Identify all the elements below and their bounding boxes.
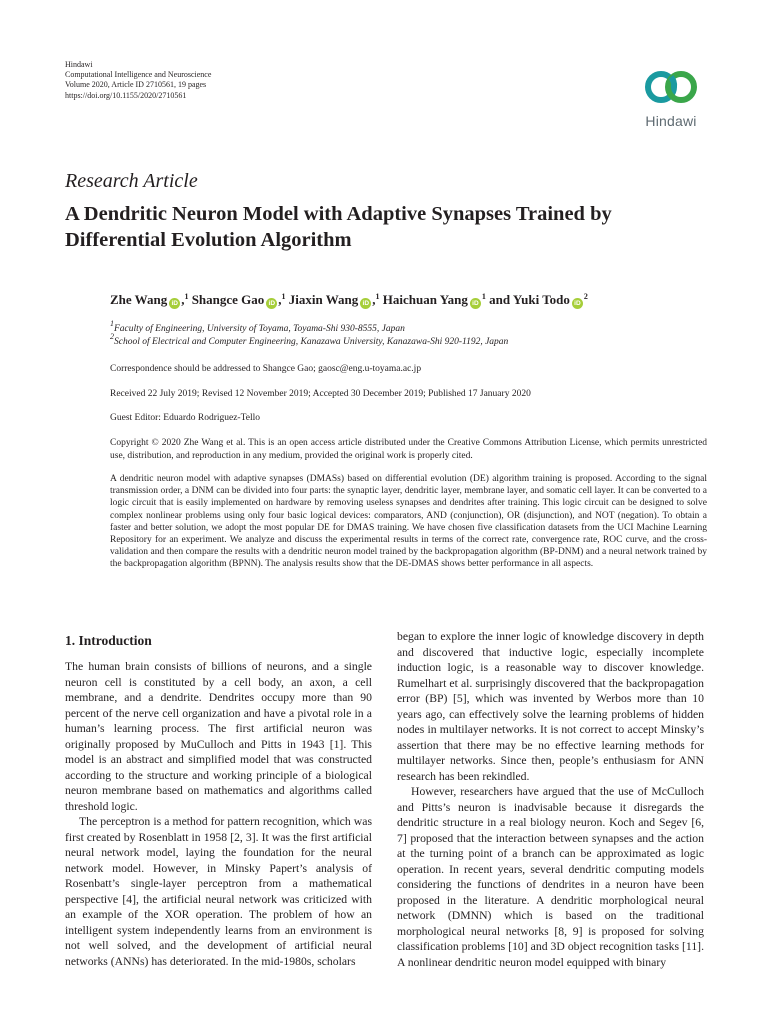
- correspondence: Correspondence should be addressed to Shangce Gao; gaosc@eng.u-toyama.ac.jp: [110, 364, 422, 374]
- abstract: A dendritic neuron model with adaptive synapses (DMASs) based on differential evolution (DE) algorithm training is proposed. According to the signal transmission order, a DNM can be divided into four parts: the synaptic layer, dendritic layer, membrane layer, and somatic cell layer. It can be converted to a logic circuit that is easily implemented on hardware by removing useless synapses and dendrites after training. This logic circuit can be designed to solve complex nonlinear problems using only four basic logical devices: comparators, AND (conjunction), OR (disjunction), and NOT (negation). To obtain a faster and better solution, we adopt the most popular DE for DMAS training. We have chosen five classification datasets from the UCI Machine Learning Repository for an experiment. We analyze and discuss the experimental results in terms of the correct rate, convergence rate, ROC curve, and the cross-validation and then compare the results with a dendritic neuron model trained by the backpropagation algorithm (BP-DNM) and a neural network trained by the backpropagation algorithm (BPNN). The analysis results show that the DE-DMAS shows better performance in all aspects.: [110, 474, 707, 570]
- author-name: Shangce Gao: [191, 292, 265, 307]
- guest-editor: Guest Editor: Eduardo Rodriguez-Tello: [110, 413, 260, 423]
- affiliation-1: $^1$Faculty of Engineering, University of Toyama, Toyama-Shi 930-8555, Japan: [110, 319, 405, 334]
- author-name: Zhe Wang: [110, 292, 168, 307]
- journal-meta: [65, 60, 211, 101]
- orcid-icon[interactable]: iD: [360, 298, 371, 309]
- orcid-icon[interactable]: iD: [266, 298, 277, 309]
- author-list: Zhe Wang iD ,$^1$ Shangce Gao iD ,$^1$ Jiaxin Wang iD ,$^1$ Haichuan Yang $iD^1$ and Yuki Todo $iD^2$: [110, 292, 588, 307]
- paragraph: The human brain consists of billions of neurons, and a single neuron cell is constituted by a cell body, an axon, a cell membrane, and a dendrite. Dendrites occupy more than 90 percent of the nerve cell organization and have a pivotal role in a human’s learning process. The first artificial neuron was originally proposed by MuCulloch and Pitts in 1943 [1]. This model is an abstract and simplified model that was constructed according to the structure and working principle of a biological neuron membrane based on mathematics and algorithms called threshold logic.: [65, 660, 372, 813]
- author-name: Haichuan Yang: [382, 292, 468, 307]
- section-heading: 1. Introduction: [65, 633, 152, 648]
- author-name: Yuki Todo: [512, 292, 570, 307]
- paragraph: However, researchers have argued that the use of McCulloch and Pitts’s neuron is inadvisable because it disregards the dendritic structure in a real biology neuron. Koch and Segev [6, 7] proposed that the interaction between synapses and the action at the turning point of a branch can be approximated as logic operation. In recent years, several dendritic computing models considering the functions of dendrites in a neuron have been proposed in the literature. A dendritic morphological neural network (DMNN) which is based on the traditional morphological neural networks [8, 9] is proposed for solving classification problems [10] and 3D object recognition tasks [11]. A nonlinear dendritic neuron model equipped with binary: [397, 785, 704, 969]
- author-name: Jiaxin Wang: [288, 292, 359, 307]
- orcid-icon[interactable]: iD: [572, 298, 583, 309]
- orcid-icon[interactable]: iD: [169, 298, 180, 309]
- hindawi-logo-text: Hindawi: [645, 113, 697, 129]
- left-column: [65, 659, 372, 969]
- copyright-notice: Copyright © 2020 Zhe Wang et al. This is an open access article distributed under the Creative Commons Attribution License, which permits unrestricted use, distribution, and reproduction in any medium, provided the original work is properly cited.: [110, 438, 707, 461]
- right-column: [397, 629, 704, 970]
- volume-info: Volume 2020, Article ID 2710561, 19 pages: [65, 80, 207, 90]
- article-type: Research Article: [65, 170, 198, 192]
- article-title: A Dendritic Neuron Model with Adaptive Synapses Trained by Differential Evolution Algorithm: [65, 203, 612, 251]
- publisher-name: Hindawi: [65, 60, 93, 69]
- journal-name: Computational Intelligence and Neuroscience: [65, 70, 212, 80]
- doi-link[interactable]: https://doi.org/10.1155/2020/2710561: [65, 90, 187, 100]
- affiliations: [110, 319, 730, 348]
- paragraph: The perceptron is a method for pattern recognition, which was first created by Rosenblatt in 1958 [2, 3]. It was the first artificial neural network model, laying the foundation for the neural network model. However, in Minsky Papert’s analysis of Rosenbatt’s single-layer perceptron from a mathematical perspective [4], the artificial neural network was criticized with an example of the XOR operation. The problem of how an intelligent system independently learns from an environment is not well solved, and the development of artificial neural networks (ANNs) has deteriorated. In the mid-1980s, scholars: [65, 815, 372, 968]
- publication-dates: Received 22 July 2019; Revised 12 November 2019; Accepted 30 December 2019; Published 17 January 2020: [110, 389, 531, 399]
- orcid-icon[interactable]: iD: [470, 298, 481, 309]
- paragraph: began to explore the inner logic of knowledge discovery in depth and discovered that inductive logic, especially incomplete induction logic, is a reasonable way to discover knowledge. Rumelhart et al. surprisingly discovered that the backpropagation error (BP) [5], which was invented by Werbos more than 10 years ago, can effectively solve the learning problems of hidden nodes in multilayer networks. It is not correct to accept Minsky’s assertion that there may be no effective learning methods for multilayer networks. Since then, people’s enthusiasm for ANN research has been rekindled.: [397, 630, 704, 783]
- affiliation-2: $^2$School of Electrical and Computer Engineering, Kanazawa University, Kanazawa-Shi 920-1192, Japan: [110, 331, 509, 347]
